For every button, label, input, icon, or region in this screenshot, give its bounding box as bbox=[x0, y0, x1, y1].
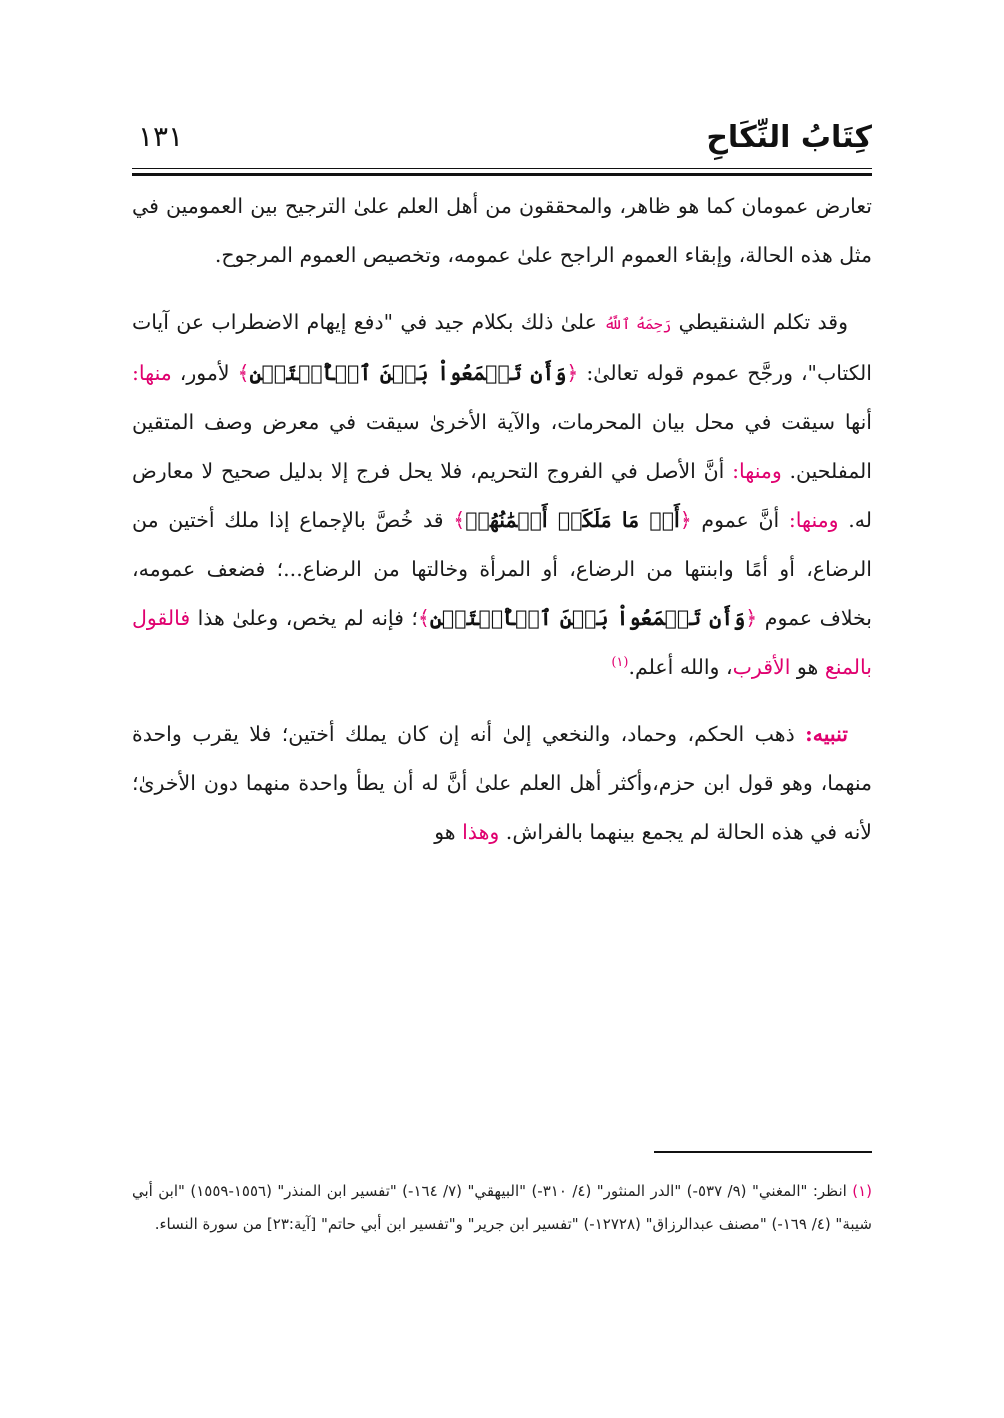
aqrab-text: الأقرب bbox=[732, 655, 791, 679]
wahadha-text: وهذا bbox=[462, 820, 500, 844]
p2-text-6: أنَّ عموم bbox=[691, 508, 789, 532]
marker-minha-2: ومنها: bbox=[732, 459, 782, 483]
p3-text-2: هو bbox=[434, 820, 463, 844]
p2-text-5: أنَّ الأصل في الفروج التحريم، فلا يحل فرج إلا بدليل صحيح لا معارض له. bbox=[132, 459, 872, 532]
page-number: ١٣١ bbox=[138, 120, 184, 153]
paragraph-2 bbox=[132, 298, 872, 692]
p3-text-1: ذهب الحكم، وحماد، والنخعي إلىٰ أنه إن كان يملك أختين؛ فلا يقرب واحدة منهما، وهو قول ابن حزم،وأكثر أهل العلم علىٰ أنَّ له أن يطأ واحدة منهما دون الأخرىٰ؛ لأنه في هذه الحالة لم يجمع بينهما بالفراش. bbox=[132, 722, 872, 844]
honorific-glyph: رَحِمَهُ ٱللَّهُ bbox=[604, 315, 672, 333]
note-label: تنبيه: bbox=[805, 722, 848, 746]
marker-minha-1: منها: bbox=[132, 361, 172, 385]
footnote-text: انظر: "المغني" (٩/ ٥٣٧-) "الدر المنثور" (٤/ ٣١٠-) "البيهقي" (٧/ ١٦٤-) "تفسير ابن المنذر" (١٥٥٦-١٥٥٩) "ابن أبي شيبة" (٤/ ١٦٩-) "مصنف عبدالرزاق" (١٢٧٢٨-) "تفسير ابن جرير" و"تفسير ابن أبي حاتم" [آية:٢٣] من سورة النساء. bbox=[132, 1182, 872, 1233]
quran-verse-2: أَوۡ مَا مَلَكَتۡ أَيۡمَٰنُهُمۡ bbox=[465, 508, 680, 532]
paragraph-3 bbox=[132, 710, 872, 857]
p2-text-4: أنها سيقت في محل بيان المحرمات، والآية الأخرىٰ سيقت في معرض وصف المتقين المفلحين. bbox=[132, 410, 872, 483]
header-rule-thin bbox=[132, 168, 872, 169]
paragraph-1: تعارض عمومان كما هو ظاهر، والمحققون من أهل العلم علىٰ الترجيح بين العمومين في مثل هذه الحالة، وإبقاء العموم الراجح علىٰ عمومه، وتخصيص العموم المرجوح. bbox=[132, 194, 872, 267]
marker-minha-3: ومنها: bbox=[788, 508, 839, 532]
footnote-item bbox=[132, 1175, 872, 1241]
quran-verse-3: وَأَن تَجۡمَعُواْ بَيۡنَ ٱلۡأُخۡتَيۡنِ bbox=[429, 606, 746, 630]
footnote-separator bbox=[654, 1151, 872, 1153]
p2-text-3: لأمور، bbox=[171, 361, 238, 385]
p2-text-7: قد خُصَّ بالإجماع إذا ملك أختين من الرضاع، أو أمًا وابنتها من الرضاع، أو المرأة وخالتها من الرضاع...؛ فضعف عمومه، بخلاف عموم bbox=[132, 508, 872, 630]
quran-brace-close: ﴾ bbox=[453, 508, 466, 532]
p2-text-9: هو bbox=[790, 655, 825, 679]
p2-text-2: علىٰ ذلك بكلام جيد في "دفع إيهام الاضطراب عن آيات الكتاب"، ورجَّح عموم قوله تعالىٰ: bbox=[132, 310, 872, 385]
quran-brace-open: ﴿ bbox=[566, 361, 579, 385]
footnotes bbox=[132, 1175, 872, 1241]
p2-text-8: ؛ فإنه لم يخص، وعلىٰ هذا bbox=[190, 606, 418, 630]
running-header bbox=[132, 118, 872, 164]
verdict-text: فالقول بالمنع bbox=[132, 606, 872, 679]
quran-brace-open: ﴿ bbox=[679, 508, 692, 532]
footnote-ref[interactable]: (١) bbox=[611, 655, 629, 671]
footnote-number: (١) bbox=[852, 1182, 873, 1200]
quran-verse-1: وَأَن تَجۡمَعُواْ بَيۡنَ ٱلۡأُخۡتَيۡنِ bbox=[249, 361, 567, 385]
p2-text-1: وقد تكلم الشنقيطي bbox=[671, 310, 848, 334]
chapter-title: كِتَابُ النِّكَاحِ bbox=[706, 120, 872, 155]
header-rule-thick bbox=[132, 173, 872, 176]
quran-brace-open: ﴿ bbox=[745, 606, 758, 630]
p2-text-10: ، والله أعلم. bbox=[628, 655, 733, 679]
body-text bbox=[132, 182, 872, 875]
quran-brace-close: ﴾ bbox=[417, 606, 430, 630]
quran-brace-close: ﴾ bbox=[237, 361, 250, 385]
